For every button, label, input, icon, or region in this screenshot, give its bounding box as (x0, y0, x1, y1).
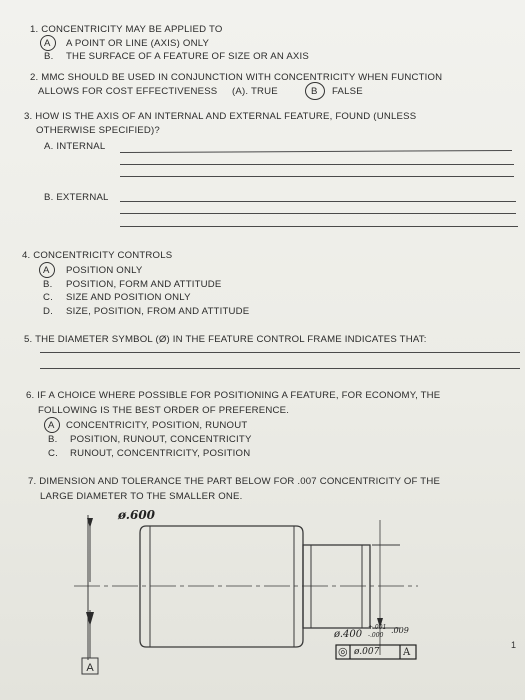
handwritten-large-diameter: ø.600 (118, 508, 156, 522)
q6-option-a: CONCENTRICITY, POSITION, RUNOUT (66, 420, 248, 431)
handwritten-tol-minus: -.000 (368, 632, 384, 639)
q2-stem-line2: ALLOWS FOR COST EFFECTIVENESS (38, 86, 218, 97)
q4-option-a-letter: A (43, 265, 50, 276)
q4-option-c-letter: C. (43, 292, 53, 303)
q4-option-a: POSITION ONLY (66, 265, 143, 276)
q2-stem-line1: 2. MMC SHOULD BE USED IN CONJUNCTION WITH CONCENTRICITY WHEN FUNCTION (30, 72, 443, 83)
handwritten-tol-side: .009 (391, 626, 409, 635)
q4-option-b-letter: B. (43, 279, 53, 290)
q6-option-b-letter: B. (48, 434, 58, 445)
q6-option-a-letter: A (48, 420, 55, 431)
q3-stem-line2: OTHERWISE SPECIFIED)? (36, 125, 160, 136)
q2-option-b-letter: B (311, 86, 318, 97)
q4-option-d-letter: D. (43, 306, 53, 317)
q6-option-c: RUNOUT, CONCENTRICITY, POSITION (70, 448, 251, 459)
q1-option-b: THE SURFACE OF A FEATURE OF SIZE OR AN AXIS (66, 51, 309, 62)
q7-stem-line1: 7. DIMENSION AND TOLERANCE THE PART BELOW FOR .007 CONCENTRICITY OF THE (28, 476, 441, 487)
q4-stem: 4. CONCENTRICITY CONTROLS (22, 250, 173, 261)
q1-option-a: A POINT OR LINE (AXIS) ONLY (66, 38, 210, 49)
fcf-datum: A (403, 647, 411, 658)
large-dim-arrow-bottom (86, 612, 94, 626)
q2-option-a: (A). TRUE (232, 86, 278, 97)
q3-stem-line1: 3. HOW IS THE AXIS OF AN INTERNAL AND EXTERNAL FEATURE, FOUND (UNLESS (24, 111, 417, 122)
q6-option-b: POSITION, RUNOUT, CONCENTRICITY (70, 434, 252, 445)
q7-stem-line2: LARGE DIAMETER TO THE SMALLER ONE. (40, 491, 243, 502)
q1-option-a-letter: A (44, 38, 51, 49)
fcf-tolerance: ø.007 (354, 647, 380, 657)
concentricity-symbol-icon: ◎ (338, 645, 348, 658)
q3-option-a: A. INTERNAL (44, 141, 106, 152)
page-number: 1 (511, 640, 517, 650)
q4-option-d: SIZE, POSITION, FROM AND ATTITUDE (66, 306, 250, 317)
large-diameter-body (140, 526, 303, 647)
q4-option-b: POSITION, FORM AND ATTITUDE (66, 279, 222, 290)
q6-stem-line1: 6. IF A CHOICE WHERE POSSIBLE FOR POSITIONING A FEATURE, FOR ECONOMY, THE (26, 390, 441, 401)
q1-option-b-letter: B. (44, 51, 54, 62)
q4-option-c: SIZE AND POSITION ONLY (66, 292, 191, 303)
handwritten-small-diameter: ø.400 (334, 629, 363, 640)
datum-label: A (86, 662, 94, 674)
q6-stem-line2: FOLLOWING IS THE BEST ORDER OF PREFERENCE. (38, 405, 290, 416)
handwritten-tol-plus: +.001 (368, 624, 387, 631)
q1-stem: 1. CONCENTRICITY MAY BE APPLIED TO (30, 24, 223, 35)
q5-stem: 5. THE DIAMETER SYMBOL (Ø) IN THE FEATURE CONTROL FRAME INDICATES THAT: (24, 334, 427, 345)
q6-option-c-letter: C. (48, 448, 58, 459)
q3-option-b: B. EXTERNAL (44, 192, 109, 203)
q2-option-b: FALSE (332, 86, 363, 97)
small-diameter-body (303, 545, 370, 628)
